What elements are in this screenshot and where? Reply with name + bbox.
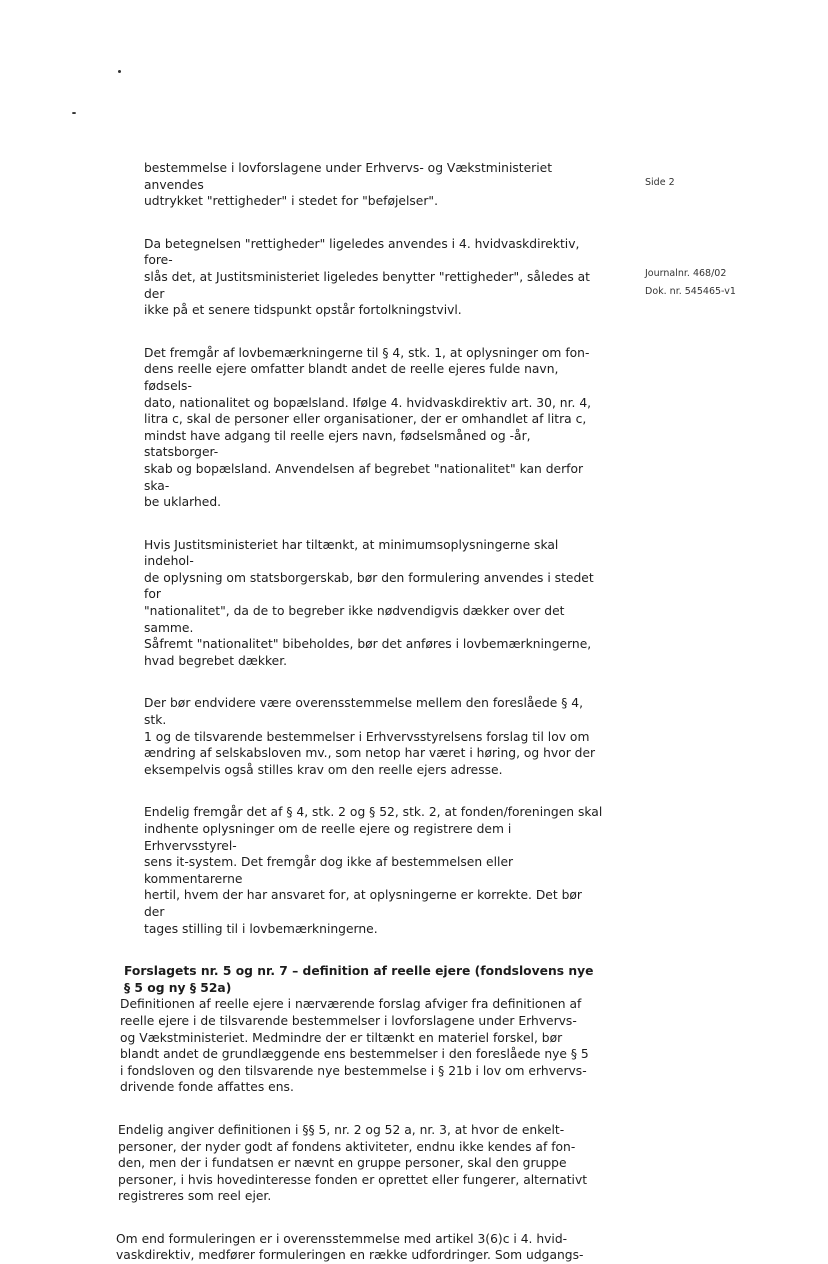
scan-speck: [118, 70, 121, 73]
paragraph: Definitionen af reelle ejere i nærværende forslag afviger fra definitionen af reelle ejere i de tilsvarende bestemmelser i lovforslagene under Erhvervs- og Vækstministeriet. Medmindre der er tiltænkt en materiel forskel, bør blandt andet de grundlæggende ens bestemmelser i den foreslåede nye § 5 i fondsloven og den tilsvarende nye bestemmelse i § 21b i lov om erhvervs- drivende fonde affattes ens.: [120, 997, 589, 1095]
scan-speck: [72, 112, 76, 114]
paragraph: Da betegnelsen "rettigheder" ligeledes anvendes i 4. hvidvaskdirektiv, fore- slås det, at Justitsministeriet ligeledes benytter "rettigheder", således at der ikke på et senere tidspunkt opstår fortolkningstvivl.: [144, 236, 590, 318]
paragraph: Om end formuleringen er i overensstemmelse med artikel 3(6)c i 4. hvid- vaskdirektiv, medfører formuleringen en række udfordringer. Som udgangs-: [116, 1231, 584, 1263]
body-text: [116, 160, 606, 1264]
paragraph: Det fremgår af lovbemærkningerne til § 4, stk. 1, at oplysninger om fon- dens reelle ejere omfatter blandt andet de reelle ejeres fulde navn, fødsels- dato, nationalitet og bopælsland. Ifølge 4. hvidvaskdirektiv art. 30, nr. 4, litra c, skal de personer eller organisationer, der er omhandlet af litra c, mindst have adgang til reelle ejers navn, fødselsmåned og -år, statsborger- skab og bopælsland. Anvendelsen af begrebet "nationalitet" kan derfor ska- be uklarhed.: [144, 345, 592, 510]
paragraph: Endelig angiver definitionen i §§ 5, nr. 2 og 52 a, nr. 3, at hvor de enkelt- personer, der nyder godt af fondens aktiviteter, endnu ikke kendes af fon- den, men der i fundatsen er nævnt en gruppe personer, skal den gruppe personer, i hvis hovedinteresse fonden er oprettet eller fungerer, alternativt registreres som reel ejer.: [118, 1122, 588, 1204]
sidebar-page-label: Side 2: [645, 177, 675, 188]
paragraph: Endelig fremgår det af § 4, stk. 2 og § 52, stk. 2, at fonden/foreningen skal indhente oplysninger om de reelle ejere og registrere dem i Erhvervsstyrel- sens it-system. Det fremgår dog ikke af bestemmelsen eller kommentarerne hertil, hvem der har ansvaret for, at oplysningerne er korrekte. Det bør der tages stilling til i lovbemærkningerne.: [144, 805, 603, 936]
sidebar-journal-number: Journalnr. 468/02: [645, 268, 727, 279]
sidebar-document-number: Dok. nr. 545465-v1: [645, 286, 736, 297]
paragraph: Der bør endvidere være overensstemmelse mellem den foreslåede § 4, stk. 1 og de tilsvarende bestemmelser i Erhvervsstyrelsens forslag til lov om ændring af selskabsloven mv., som netop har været i høring, og hvor der eksempelvis også stilles krav om den reelle ejers adresse.: [144, 696, 596, 777]
section-heading: Forslagets nr. 5 og nr. 7 – definition af reelle ejere (fondslovens nye § 5 og ny § 52a): [124, 964, 594, 995]
paragraph: bestemmelse i lovforslagene under Erhvervs- og Vækstministeriet anvendes udtrykket "rettigheder" i stedet for "beføjelser".: [144, 161, 553, 209]
paragraph: Hvis Justitsministeriet har tiltænkt, at minimumsoplysningerne skal indehol- de oplysning om statsborgerskab, bør den formulering anvendes i stedet for "nationalitet", da de to begreber ikke nødvendigvis dækker over det samme. Såfremt "nationalitet" bibeholdes, bør det anføres i lovbemærkningerne, hvad begrebet dækker.: [144, 537, 594, 668]
